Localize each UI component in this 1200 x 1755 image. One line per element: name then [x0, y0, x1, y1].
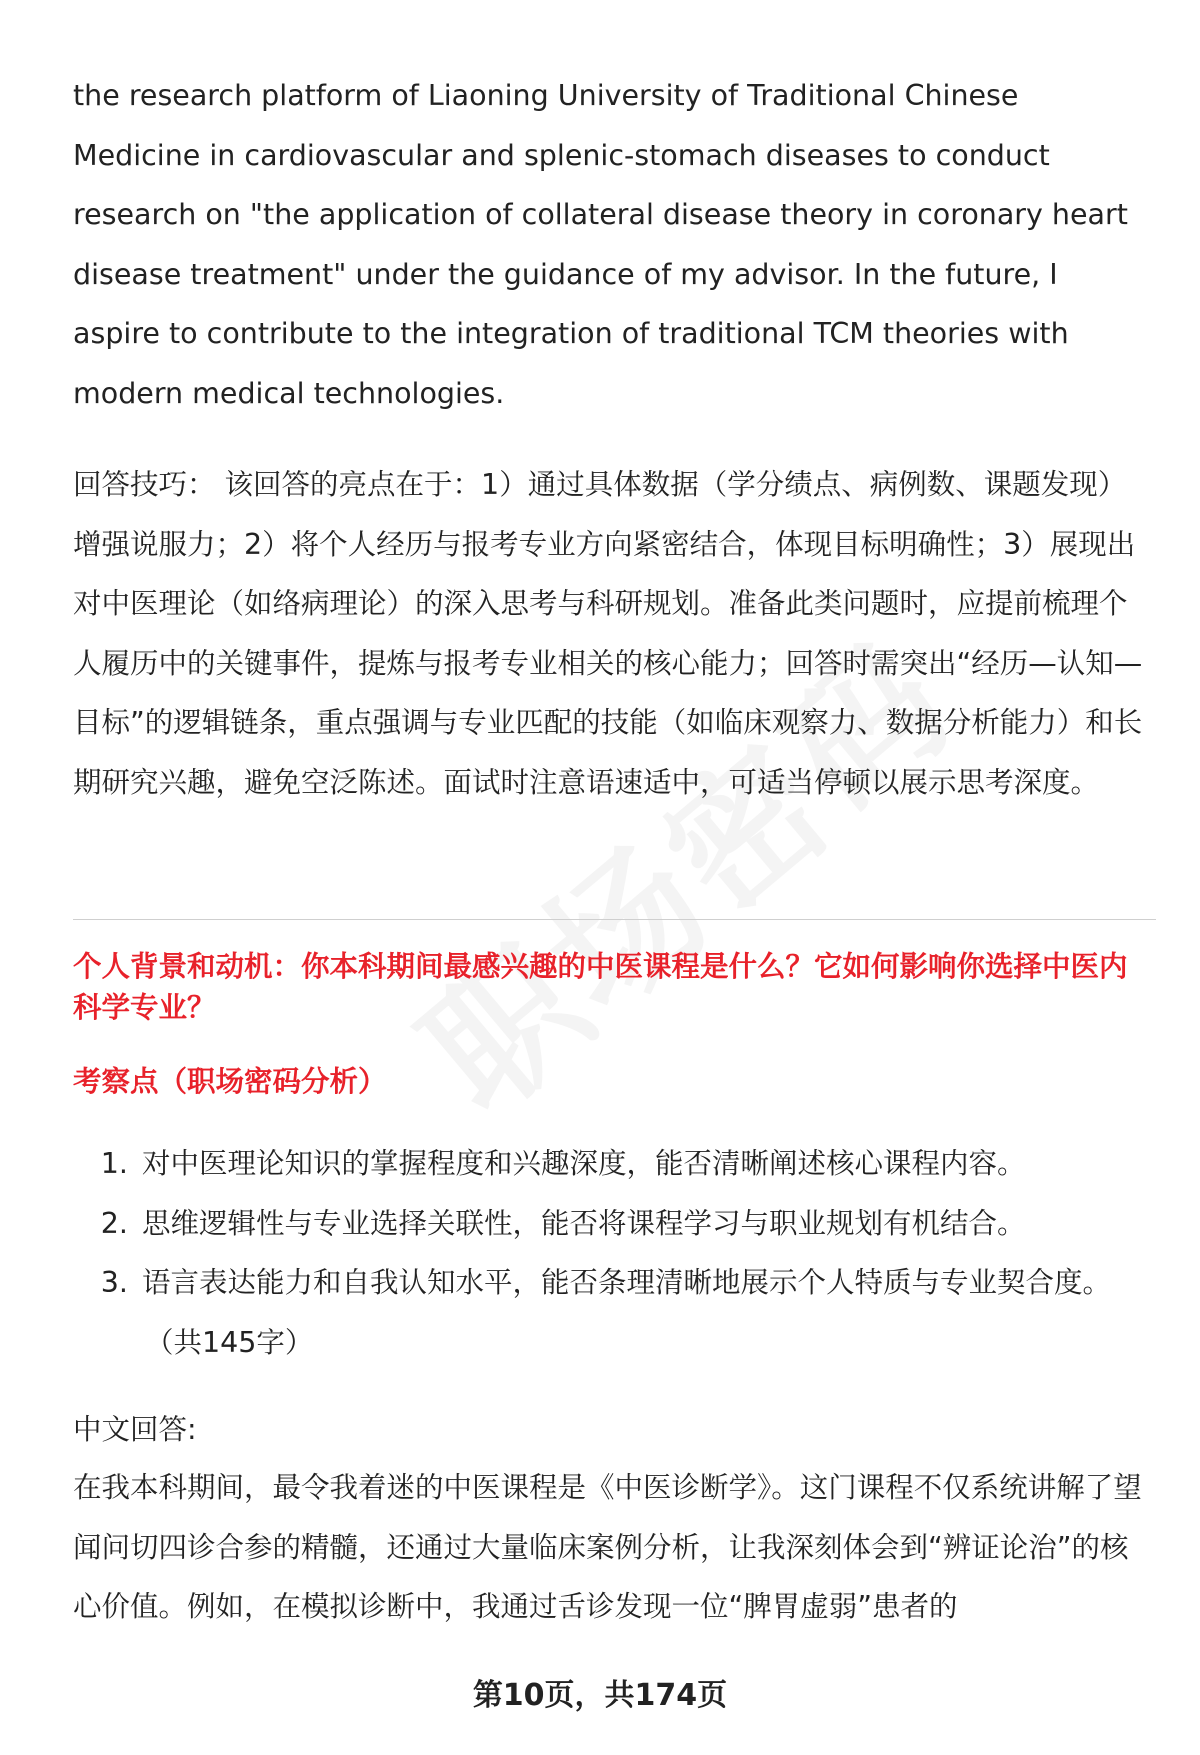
question-heading: 个人背景和动机：你本科期间最感兴趣的中医课程是什么？它如何影响你选择中医内科学专业？	[73, 950, 1128, 1024]
list-item	[73, 1253, 1163, 1313]
list-number: 3.	[100, 1266, 128, 1299]
answer-tips-paragraph: 回答技巧： 该回答的亮点在于：1）通过具体数据（学分绩点、病例数、课题发现）增强说服力；2）将个人经历与报考专业方向紧密结合，体现目标明确性；3）展现出对中医理论（如络病理论）的深入思考与科研规划。准备此类问题时，应提前梳理个人履历中的关键事件，提炼与报考专业相关的核心能力；回答时需突出“经历—认知—目标”的逻辑链条，重点强调与专业匹配的技能（如临床观察力、数据分析能力）和长期研究兴趣，避免空泛陈述。面试时注意语速适中，可适当停顿以展示思考深度。	[73, 468, 1143, 799]
list-text: 思维逻辑性与专业选择关联性，能否将课程学习与职业规划有机结合。	[142, 1206, 1026, 1240]
section-title: 考察点（职场密码分析）	[73, 1065, 387, 1098]
list-item	[73, 1134, 1163, 1194]
page-footer: 第10页，共174页	[472, 1678, 728, 1713]
chinese-answer-paragraph: 在我本科期间，最令我着迷的中医课程是《中医诊断学》。这门课程不仅系统讲解了望闻问切四诊合参的精髓，还通过大量临床案例分析，让我深刻体会到“辨证论治”的核心价值。例如，在模拟诊断中，我通过舌诊发现一位“脾胃虚弱”患者的	[73, 1471, 1142, 1623]
list-number: 1.	[100, 1147, 128, 1180]
list-text: 语言表达能力和自我认知水平，能否条理清晰地展示个人特质与专业契合度。	[142, 1266, 1112, 1299]
section-divider	[73, 919, 1156, 920]
list-text: 对中医理论知识的掌握程度和兴趣深度，能否清晰阐述核心课程内容。	[142, 1147, 1026, 1180]
word-count-note: （共145字）	[145, 1325, 314, 1359]
list-item	[73, 1194, 1163, 1254]
chinese-answer-label: 中文回答:	[73, 1413, 197, 1446]
list-number: 2.	[100, 1206, 128, 1240]
english-paragraph: the research platform of Liaoning University of Traditional Chinese Medicine in cardiovascular and splenic-stomach diseases to conduct research on "the application of collateral disease theory in coronary heart disease treatment" under the guidance of my advisor. In the future, I aspire to contribute to the integration of traditional TCM theories with modern medical technologies.	[73, 79, 1128, 410]
assessment-points-list	[73, 1134, 1163, 1372]
